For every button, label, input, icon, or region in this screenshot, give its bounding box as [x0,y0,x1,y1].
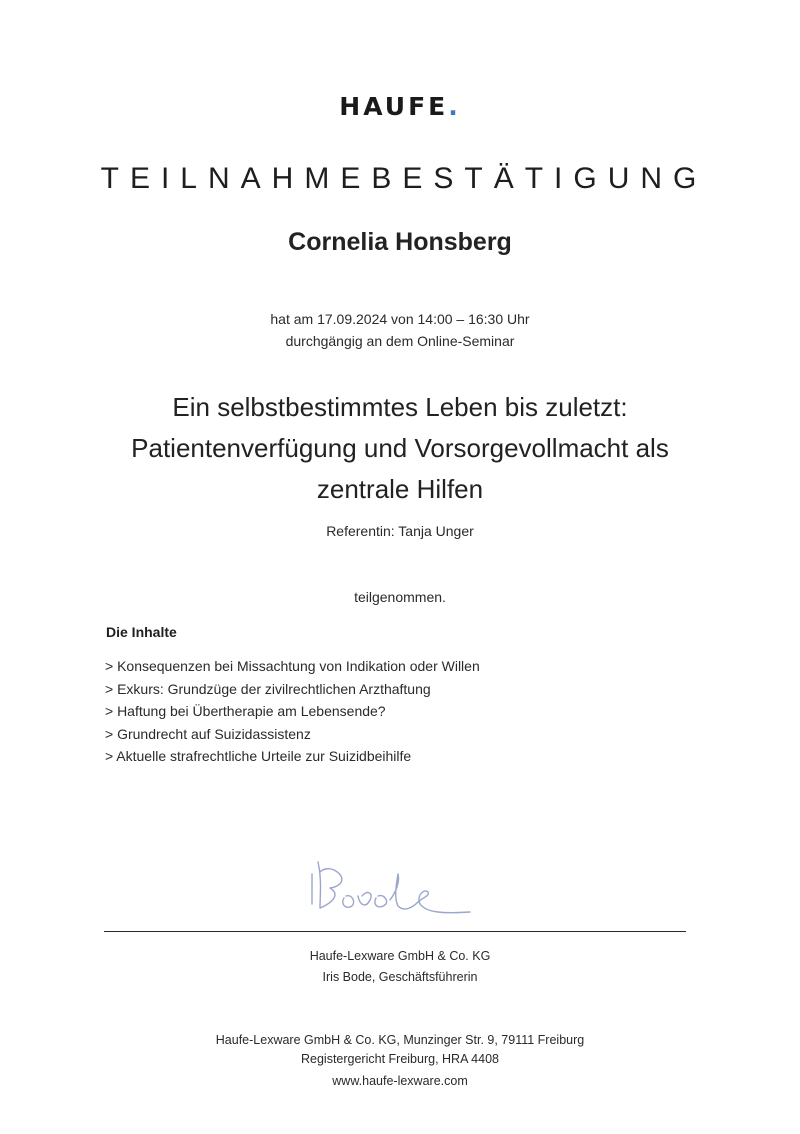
list-item: > Grundrecht auf Suizidassistenz [105,725,311,742]
logo-text: HAUFE [339,92,449,121]
list-item: > Aktuelle strafrechtliche Urteile zur Suizidbeihilfe [105,748,412,765]
list-item: > Konsequenzen bei Missachtung von Indikation oder Willen [105,658,480,674]
document-title: TEILNAHMEBESTÄTIGUNG [100,162,708,195]
signer-name: Iris Bode, Geschäftsführerin [322,970,478,984]
participant-name: Cornelia Honsberg [288,228,512,256]
seminar-title [0,387,800,510]
contents-heading: Die Inhalte [106,624,177,640]
contents-list [105,655,480,768]
seminar-title-line: Ein selbstbestimmtes Leben bis zuletzt: [172,392,628,422]
participated-text: teilgenommen. [354,589,446,605]
list-item: > Exkurs: Grundzüge der zivilrechtlichen Arzthaftung [105,680,431,697]
signature-line [104,931,686,932]
seminar-title-line: Patientenverfügung und Vorsorgevollmacht als [131,433,669,463]
event-date-line: hat am 17.09.2024 von 14:00 – 16:30 Uhr [270,311,530,327]
event-mode-line: durchgängig an dem Online-Seminar [285,333,515,349]
haufe-logo [0,92,800,122]
footer-address: Haufe-Lexware GmbH & Co. KG, Munzinger Str. 9, 79111 Freiburg [215,1033,585,1047]
logo-dot: . [448,92,461,121]
footer-register: Registergericht Freiburg, HRA 4408 [300,1052,499,1066]
list-item: > Haftung bei Übertherapie am Lebensende? [105,703,386,720]
company-name: Haufe-Lexware GmbH & Co. KG [309,949,491,963]
footer-website[interactable]: www.haufe-lexware.com [332,1074,468,1088]
speaker-line: Referentin: Tanja Unger [326,523,474,539]
handwritten-signature [300,852,480,922]
seminar-title-line: zentrale Hilfen [316,474,484,504]
